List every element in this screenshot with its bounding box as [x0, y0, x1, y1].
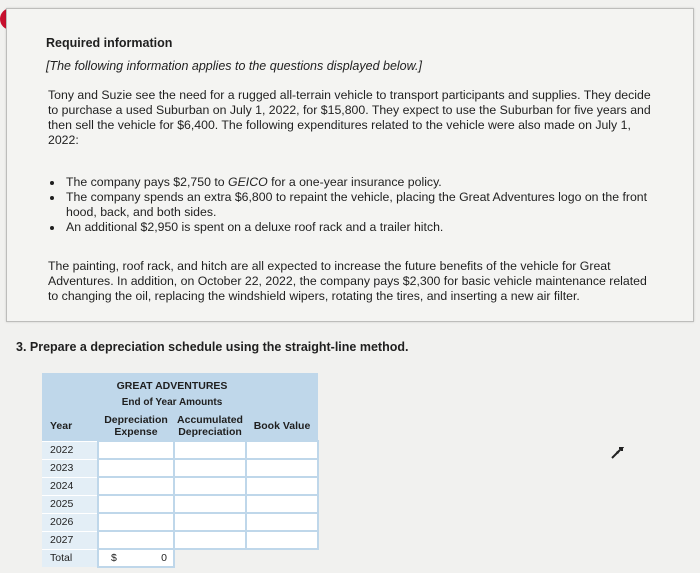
empty-cell: [246, 549, 318, 567]
column-header-line: Expense: [114, 425, 158, 438]
total-row: [42, 549, 318, 567]
list-item: • The company pays $2,750 to GEICO for a one-year insurance policy.: [64, 175, 664, 190]
total-depreciation-input[interactable]: [98, 549, 174, 567]
currency-symbol: $: [111, 552, 117, 564]
scenario-paragraph: Tony and Suzie see the need for a rugged all-terrain vehicle to transport participants and supplies. They decide to purchase a used Suburban on July 1, 2022, for $15,800. They expect to use the Suburban for five years and then sell the vehicle for $6,400. The following expenditures related to the vehicle were also made on July 1, 2022:: [48, 88, 651, 147]
accumulated-depreciation-input[interactable]: [174, 495, 246, 513]
book-value-input[interactable]: [246, 441, 318, 459]
total-label: Total: [42, 549, 98, 567]
book-value-input[interactable]: [246, 459, 318, 477]
year-label: 2022: [42, 441, 98, 459]
column-header-depreciation-expense: [98, 411, 174, 441]
depreciation-expense-input[interactable]: [98, 495, 174, 513]
required-info-title: Required information: [46, 36, 173, 50]
column-header-book-value: Book Value: [253, 419, 311, 432]
column-header-line: Accumulated: [177, 413, 243, 426]
total-depreciation-value: 0: [161, 552, 167, 564]
accumulated-depreciation-input[interactable]: [174, 459, 246, 477]
schedule-subtitle: End of Year Amounts: [121, 397, 223, 408]
depreciation-expense-input[interactable]: [98, 477, 174, 495]
column-header-line: Depreciation: [178, 425, 242, 438]
expenditure-list: [50, 175, 664, 235]
year-label: 2026: [42, 513, 98, 531]
depreciation-expense-input[interactable]: [98, 531, 174, 549]
benefits-paragraph: The painting, roof rack, and hitch are all expected to increase the future benefits of the vehicle for Great Adventures. In addition, on October 22, 2022, the company pays $2,300 for basic vehicle maintenance related to changing the oil, replacing the windshield wipers, rotating the tires, and inserting a new air filter.: [48, 259, 647, 303]
accumulated-depreciation-input[interactable]: [174, 477, 246, 495]
list-item: • The company spends an extra $6,800 to repaint the vehicle, placing the Great Adventures logo on the front hood, back, and both sides.: [64, 190, 664, 220]
header-spacer: [42, 394, 98, 411]
year-label: 2025: [42, 495, 98, 513]
table-row: [42, 441, 318, 459]
header-spacer: [246, 373, 318, 394]
table-row: [42, 513, 318, 531]
table-row: [42, 531, 318, 549]
column-header-year: Year: [50, 419, 73, 432]
header-spacer: [42, 373, 98, 394]
depreciation-schedule-table: [42, 373, 319, 568]
book-value-input[interactable]: [246, 495, 318, 513]
accumulated-depreciation-input[interactable]: [174, 513, 246, 531]
depreciation-expense-input[interactable]: [98, 441, 174, 459]
depreciation-expense-input[interactable]: [98, 459, 174, 477]
header-spacer: [246, 394, 318, 411]
accumulated-depreciation-input[interactable]: [174, 531, 246, 549]
table-row: [42, 459, 318, 477]
book-value-input[interactable]: [246, 477, 318, 495]
required-info-subtitle: [The following information applies to the questions displayed below.]: [46, 59, 422, 73]
depreciation-expense-input[interactable]: [98, 513, 174, 531]
question-prompt: 3. Prepare a depreciation schedule using the straight-line method.: [16, 340, 409, 354]
table-row: [42, 477, 318, 495]
year-label: 2024: [42, 477, 98, 495]
list-item: • An additional $2,950 is spent on a deluxe roof rack and a trailer hitch.: [64, 220, 664, 235]
column-header-line: Depreciation: [104, 413, 168, 426]
column-header-accumulated-depreciation: [174, 411, 246, 441]
empty-cell: [174, 549, 246, 567]
mouse-pointer-icon: [610, 446, 624, 460]
book-value-input[interactable]: [246, 531, 318, 549]
year-label: 2023: [42, 459, 98, 477]
accumulated-depreciation-input[interactable]: [174, 441, 246, 459]
year-label: 2027: [42, 531, 98, 549]
table-row: [42, 495, 318, 513]
book-value-input[interactable]: [246, 513, 318, 531]
company-name: GREAT ADVENTURES: [116, 379, 228, 392]
